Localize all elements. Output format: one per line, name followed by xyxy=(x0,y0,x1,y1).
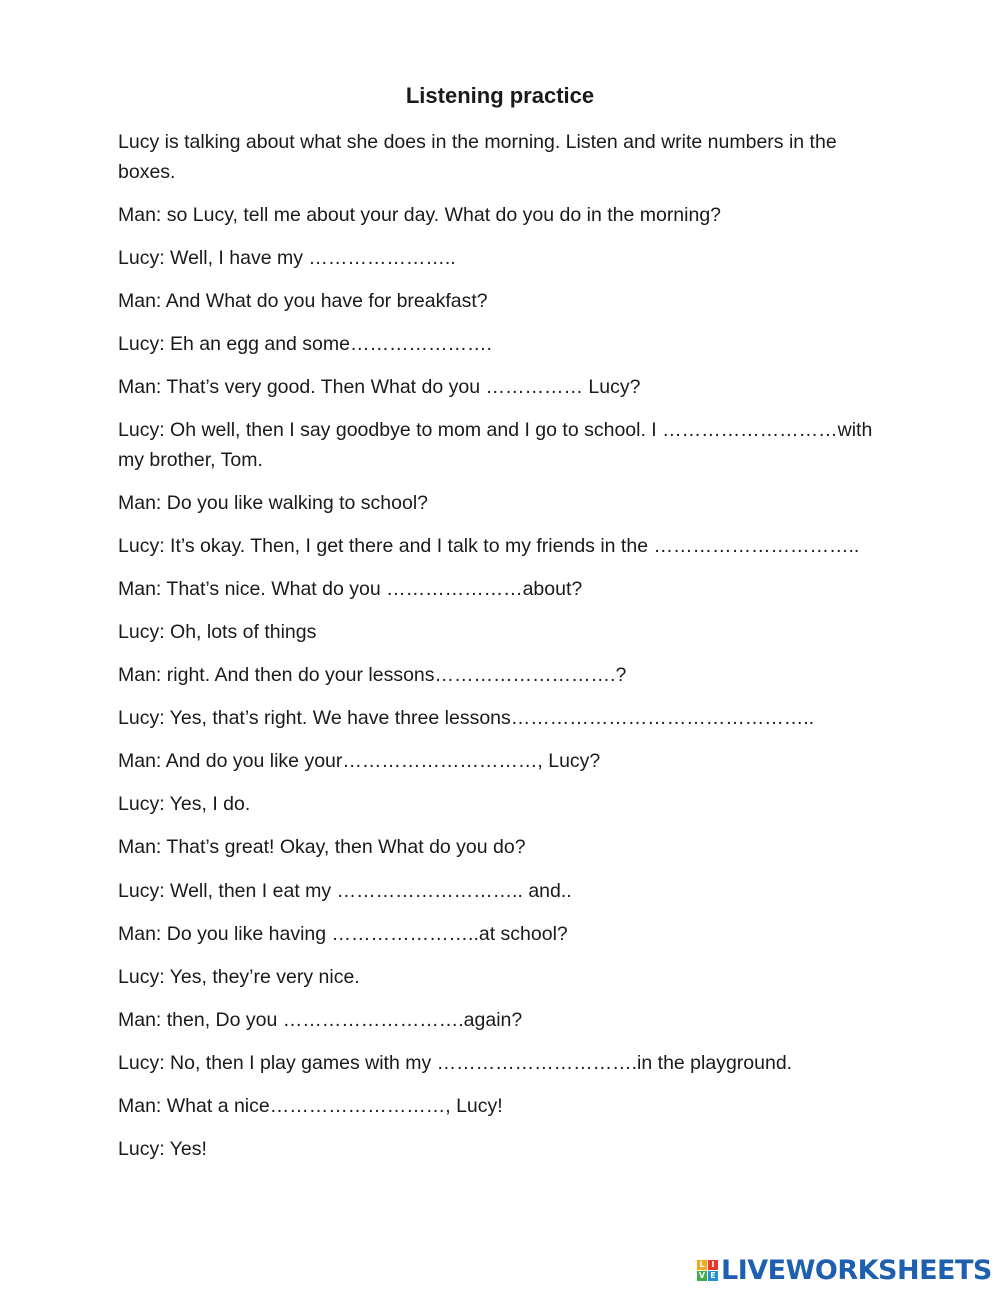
dialogue-line: Man: That’s nice. What do you …………………about? xyxy=(118,577,583,600)
logo-block-e: E xyxy=(708,1271,718,1281)
dialogue-line: Lucy: Oh, lots of things xyxy=(118,620,317,643)
dialogue-line: Lucy: Yes! xyxy=(118,1138,207,1161)
dialogue-line: Man: That’s very good. Then What do you …………… Lucy? xyxy=(118,375,641,398)
dialogue-line: Man: What a nice………………………, Lucy! xyxy=(118,1094,503,1117)
dialogue-line: Man: Do you like having …………………..at school? xyxy=(118,922,568,945)
dialogue-line: Man: then, Do you ……………………….again? xyxy=(118,1008,523,1031)
dialogue-line: Man: Do you like walking to school? xyxy=(118,491,428,514)
dialogue-line: Lucy: Yes, I do. xyxy=(118,793,251,816)
dialogue-line: Lucy: Oh well, then I say goodbye to mom and I go to school. I ………………………with my brother, Tom. xyxy=(118,419,873,471)
dialogue-line: Man: That’s great! Okay, then What do you do? xyxy=(118,836,526,859)
logo-blocks-icon xyxy=(697,1260,718,1281)
dialogue-line: Man: so Lucy, tell me about your day. What do you do in the morning? xyxy=(118,203,722,226)
dialogue-line: Lucy: Well, then I eat my ……………………….. and.. xyxy=(118,879,572,902)
logo-block-v: V xyxy=(698,1270,706,1280)
dialogue-line: Lucy: Yes, that’s right. We have three lessons……………………………………….. xyxy=(118,707,815,730)
dialogue-line: Man: And do you like your…………………………, Lucy? xyxy=(118,750,601,773)
page-title: Listening practice xyxy=(405,83,595,108)
dialogue-line: Lucy: It’s okay. Then, I get there and I talk to my friends in the ………………………….. xyxy=(118,534,860,557)
logo-text: LIVEWORKSHEETS xyxy=(721,1254,992,1286)
dialogue-line: Man: right. And then do your lessons……………………….? xyxy=(118,664,627,687)
logo-block-i: I xyxy=(708,1260,718,1270)
instructions: Lucy is talking about what she does in the morning. Listen and write numbers in the boxes. xyxy=(118,131,837,183)
dialogue-line: Lucy: No, then I play games with my ………………………….in the playground. xyxy=(118,1051,793,1074)
worksheet-body xyxy=(118,128,888,1178)
dialogue-line: Man: And What do you have for breakfast? xyxy=(118,289,488,312)
dialogue-line: Lucy: Well, I have my ………………….. xyxy=(118,246,456,269)
liveworksheets-logo xyxy=(697,1254,992,1286)
dialogue-line: Lucy: Eh an egg and some…………………. xyxy=(118,332,492,355)
dialogue-line: Lucy: Yes, they’re very nice. xyxy=(118,965,360,988)
logo-block-l: L xyxy=(697,1260,707,1270)
